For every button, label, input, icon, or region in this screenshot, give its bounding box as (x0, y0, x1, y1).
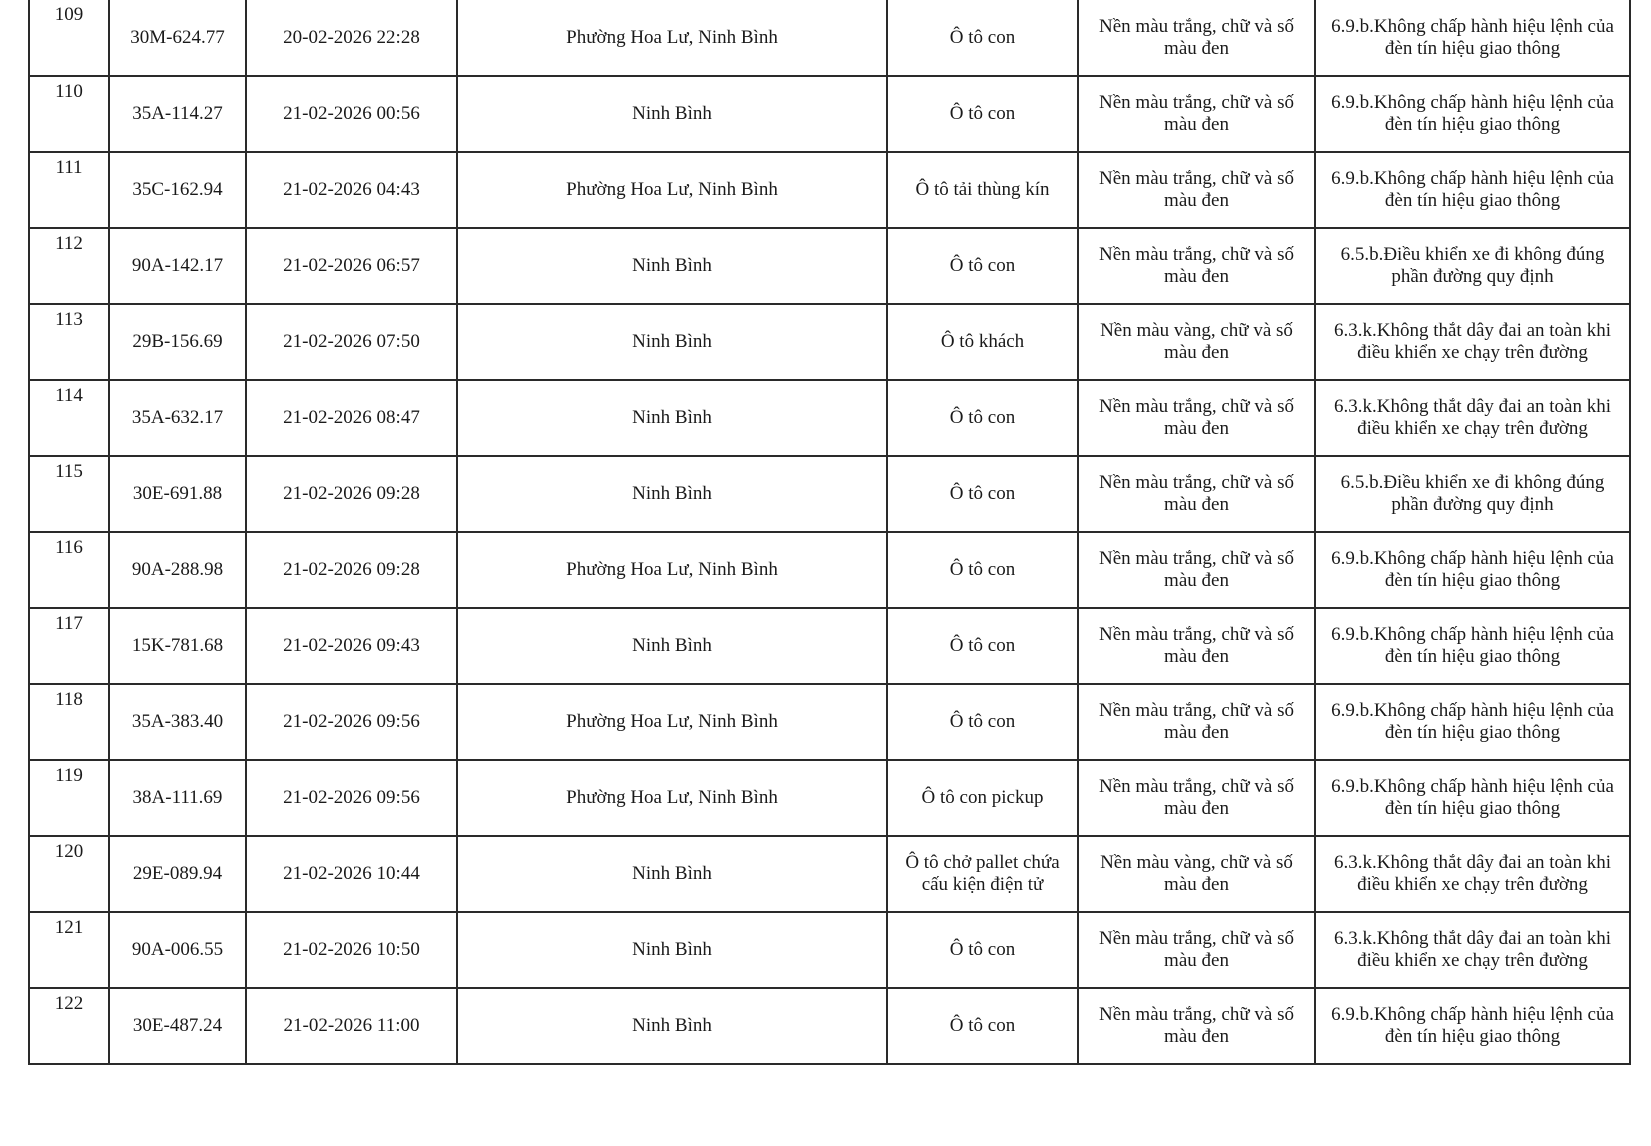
location-cell: Ninh Bình (457, 608, 887, 684)
location-cell: Ninh Bình (457, 380, 887, 456)
table-row (29, 608, 1630, 684)
violation-cell: 6.9.b.Không chấp hành hiệu lệnh của đèn tín hiệu giao thông (1315, 608, 1630, 684)
violation-time-cell: 21-02-2026 07:50 (246, 304, 457, 380)
license-plate-cell: 35A-383.40 (109, 684, 246, 760)
row-number-cell: 111 (29, 152, 109, 228)
violation-cell: 6.9.b.Không chấp hành hiệu lệnh của đèn tín hiệu giao thông (1315, 760, 1630, 836)
vehicle-type-cell: Ô tô con (887, 0, 1078, 76)
plate-color-cell: Nền màu trắng, chữ và số màu đen (1078, 608, 1315, 684)
violation-time-cell: 21-02-2026 11:00 (246, 988, 457, 1064)
vehicle-type-cell: Ô tô chở pallet chứa cấu kiện điện tử (887, 836, 1078, 912)
plate-color-cell: Nền màu vàng, chữ và số màu đen (1078, 836, 1315, 912)
vehicle-type-cell: Ô tô con (887, 76, 1078, 152)
license-plate-cell: 30E-487.24 (109, 988, 246, 1064)
row-number-cell: 122 (29, 988, 109, 1064)
license-plate-cell: 30M-624.77 (109, 0, 246, 76)
table-row (29, 836, 1630, 912)
violation-time-cell: 21-02-2026 09:28 (246, 456, 457, 532)
vehicle-type-cell: Ô tô con (887, 684, 1078, 760)
row-number-cell: 119 (29, 760, 109, 836)
license-plate-cell: 35A-114.27 (109, 76, 246, 152)
violation-cell: 6.9.b.Không chấp hành hiệu lệnh của đèn tín hiệu giao thông (1315, 988, 1630, 1064)
violations-table (28, 0, 1631, 1065)
vehicle-type-cell: Ô tô con (887, 532, 1078, 608)
vehicle-type-cell: Ô tô con (887, 456, 1078, 532)
table-row (29, 0, 1630, 76)
location-cell: Ninh Bình (457, 76, 887, 152)
license-plate-cell: 35A-632.17 (109, 380, 246, 456)
vehicle-type-cell: Ô tô khách (887, 304, 1078, 380)
table-row (29, 228, 1630, 304)
violation-cell: 6.9.b.Không chấp hành hiệu lệnh của đèn tín hiệu giao thông (1315, 0, 1630, 76)
table-row (29, 988, 1630, 1064)
license-plate-cell: 29E-089.94 (109, 836, 246, 912)
license-plate-cell: 35C-162.94 (109, 152, 246, 228)
violation-cell: 6.9.b.Không chấp hành hiệu lệnh của đèn tín hiệu giao thông (1315, 152, 1630, 228)
violation-time-cell: 21-02-2026 04:43 (246, 152, 457, 228)
violation-time-cell: 21-02-2026 06:57 (246, 228, 457, 304)
location-cell: Phường Hoa Lư, Ninh Bình (457, 152, 887, 228)
location-cell: Phường Hoa Lư, Ninh Bình (457, 760, 887, 836)
violation-cell: 6.9.b.Không chấp hành hiệu lệnh của đèn tín hiệu giao thông (1315, 684, 1630, 760)
row-number-cell: 118 (29, 684, 109, 760)
location-cell: Phường Hoa Lư, Ninh Bình (457, 0, 887, 76)
license-plate-cell: 29B-156.69 (109, 304, 246, 380)
violation-time-cell: 21-02-2026 08:47 (246, 380, 457, 456)
vehicle-type-cell: Ô tô con (887, 608, 1078, 684)
plate-color-cell: Nền màu trắng, chữ và số màu đen (1078, 0, 1315, 76)
location-cell: Ninh Bình (457, 988, 887, 1064)
violation-time-cell: 21-02-2026 00:56 (246, 76, 457, 152)
violations-table-container (28, 0, 1629, 1065)
violation-time-cell: 21-02-2026 10:44 (246, 836, 457, 912)
violation-cell: 6.9.b.Không chấp hành hiệu lệnh của đèn tín hiệu giao thông (1315, 532, 1630, 608)
table-row (29, 380, 1630, 456)
vehicle-type-cell: Ô tô con (887, 988, 1078, 1064)
row-number-cell: 116 (29, 532, 109, 608)
plate-color-cell: Nền màu trắng, chữ và số màu đen (1078, 912, 1315, 988)
license-plate-cell: 90A-006.55 (109, 912, 246, 988)
plate-color-cell: Nền màu trắng, chữ và số màu đen (1078, 76, 1315, 152)
license-plate-cell: 30E-691.88 (109, 456, 246, 532)
row-number-cell: 113 (29, 304, 109, 380)
plate-color-cell: Nền màu trắng, chữ và số màu đen (1078, 760, 1315, 836)
row-number-cell: 112 (29, 228, 109, 304)
table-row (29, 76, 1630, 152)
violation-time-cell: 21-02-2026 09:56 (246, 684, 457, 760)
violation-cell: 6.3.k.Không thắt dây đai an toàn khi điều khiển xe chạy trên đường (1315, 380, 1630, 456)
violations-table-body (29, 0, 1630, 1064)
plate-color-cell: Nền màu vàng, chữ và số màu đen (1078, 304, 1315, 380)
vehicle-type-cell: Ô tô tải thùng kín (887, 152, 1078, 228)
row-number-cell: 114 (29, 380, 109, 456)
violation-cell: 6.3.k.Không thắt dây đai an toàn khi điều khiển xe chạy trên đường (1315, 304, 1630, 380)
plate-color-cell: Nền màu trắng, chữ và số màu đen (1078, 228, 1315, 304)
plate-color-cell: Nền màu trắng, chữ và số màu đen (1078, 152, 1315, 228)
table-row (29, 684, 1630, 760)
violation-cell: 6.3.k.Không thắt dây đai an toàn khi điều khiển xe chạy trên đường (1315, 912, 1630, 988)
vehicle-type-cell: Ô tô con (887, 380, 1078, 456)
plate-color-cell: Nền màu trắng, chữ và số màu đen (1078, 380, 1315, 456)
row-number-cell: 121 (29, 912, 109, 988)
location-cell: Phường Hoa Lư, Ninh Bình (457, 532, 887, 608)
table-row (29, 456, 1630, 532)
vehicle-type-cell: Ô tô con pickup (887, 760, 1078, 836)
row-number-cell: 120 (29, 836, 109, 912)
plate-color-cell: Nền màu trắng, chữ và số màu đen (1078, 456, 1315, 532)
row-number-cell: 117 (29, 608, 109, 684)
row-number-cell: 110 (29, 76, 109, 152)
plate-color-cell: Nền màu trắng, chữ và số màu đen (1078, 988, 1315, 1064)
violation-cell: 6.5.b.Điều khiển xe đi không đúng phần đường quy định (1315, 228, 1630, 304)
row-number-cell: 115 (29, 456, 109, 532)
license-plate-cell: 38A-111.69 (109, 760, 246, 836)
location-cell: Ninh Bình (457, 228, 887, 304)
table-row (29, 912, 1630, 988)
violation-time-cell: 21-02-2026 09:56 (246, 760, 457, 836)
table-row (29, 532, 1630, 608)
violation-cell: 6.9.b.Không chấp hành hiệu lệnh của đèn tín hiệu giao thông (1315, 76, 1630, 152)
violation-time-cell: 21-02-2026 10:50 (246, 912, 457, 988)
plate-color-cell: Nền màu trắng, chữ và số màu đen (1078, 532, 1315, 608)
vehicle-type-cell: Ô tô con (887, 228, 1078, 304)
location-cell: Ninh Bình (457, 304, 887, 380)
violation-time-cell: 20-02-2026 22:28 (246, 0, 457, 76)
violation-time-cell: 21-02-2026 09:28 (246, 532, 457, 608)
plate-color-cell: Nền màu trắng, chữ và số màu đen (1078, 684, 1315, 760)
table-row (29, 304, 1630, 380)
license-plate-cell: 90A-142.17 (109, 228, 246, 304)
location-cell: Phường Hoa Lư, Ninh Bình (457, 684, 887, 760)
license-plate-cell: 15K-781.68 (109, 608, 246, 684)
violation-time-cell: 21-02-2026 09:43 (246, 608, 457, 684)
table-row (29, 760, 1630, 836)
license-plate-cell: 90A-288.98 (109, 532, 246, 608)
vehicle-type-cell: Ô tô con (887, 912, 1078, 988)
location-cell: Ninh Bình (457, 456, 887, 532)
violation-cell: 6.3.k.Không thắt dây đai an toàn khi điều khiển xe chạy trên đường (1315, 836, 1630, 912)
location-cell: Ninh Bình (457, 836, 887, 912)
table-row (29, 152, 1630, 228)
violation-cell: 6.5.b.Điều khiển xe đi không đúng phần đường quy định (1315, 456, 1630, 532)
location-cell: Ninh Bình (457, 912, 887, 988)
row-number-cell: 109 (29, 0, 109, 76)
